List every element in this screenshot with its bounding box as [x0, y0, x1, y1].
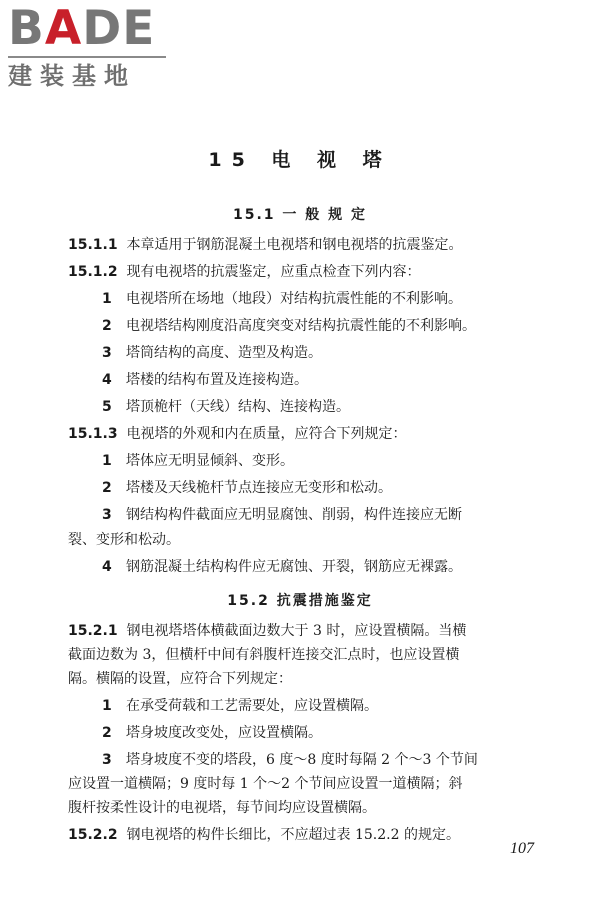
section-heading-15-2: 15.2 抗震措施鉴定 [227, 593, 373, 609]
clause-15-1-3: 15.1.3 电视塔的外观和内在质量，应符合下列规定： [68, 426, 407, 442]
clause-continuation: 截面边数为 3，但横杆中间有斜腹杆连接交汇点时，也应设置横 [68, 647, 460, 663]
list-item: 3 塔筒结构的高度、造型及构造。 [102, 345, 322, 361]
chapter-title: 15 电 视 塔 [208, 149, 392, 171]
clause-15-2-2: 15.2.2 钢电视塔的构件长细比，不应超过表 15.2.2 的规定。 [68, 827, 460, 843]
logo-subtitle: 建装基地 [8, 62, 136, 90]
list-item: 4 钢筋混凝土结构构件应无腐蚀、开裂，钢筋应无裸露。 [102, 559, 462, 575]
clause-continuation: 隔。横隔的设置，应符合下列规定： [68, 671, 292, 687]
list-item: 1 电视塔所在场地（地段）对结构抗震性能的不利影响。 [102, 291, 462, 307]
list-item: 2 塔楼及天线桅杆节点连接应无变形和松动。 [102, 480, 392, 496]
list-item: 1 塔体应无明显倾斜、变形。 [102, 453, 294, 469]
list-item-continuation: 腹杆按柔性设计的电视塔，每节间均应设置横隔。 [68, 800, 376, 816]
list-item: 3 钢结构构件截面应无明显腐蚀、削弱，构件连接应无断 [102, 507, 462, 523]
list-item: 2 塔身坡度改变处，应设置横隔。 [102, 725, 322, 741]
list-item: 5 塔顶桅杆（天线）结构、连接构造。 [102, 399, 350, 415]
list-item: 1 在承受荷载和工艺需要处，应设置横隔。 [102, 698, 378, 714]
clause-15-2-1: 15.2.1 钢电视塔塔体横截面边数大于 3 时，应设置横隔。当横 [68, 623, 467, 639]
list-item: 2 电视塔结构刚度沿高度突变对结构抗震性能的不利影响。 [102, 318, 476, 334]
clause-15-1-2: 15.1.2 现有电视塔的抗震鉴定，应重点检查下列内容： [68, 264, 421, 280]
bade-logo [8, 1, 178, 91]
logo-divider [8, 56, 166, 58]
list-item: 3 塔身坡度不变的塔段，6 度～8 度时每隔 2 个～3 个节间 [102, 752, 478, 768]
clause-15-1-1: 15.1.1 本章适用于钢筋混凝土电视塔和钢电视塔的抗震鉴定。 [68, 237, 463, 253]
list-item-continuation: 应设置一道横隔；9 度时每 1 个～2 个节间应设置一道横隔；斜 [68, 776, 463, 792]
list-item-continuation: 裂、变形和松动。 [68, 532, 180, 548]
list-item: 4 塔楼的结构布置及连接构造。 [102, 372, 308, 388]
section-heading-15-1: 15.1 一 般 规 定 [232, 207, 368, 223]
logo-mark: BADE [8, 1, 156, 56]
page-number: 107 [510, 840, 534, 857]
